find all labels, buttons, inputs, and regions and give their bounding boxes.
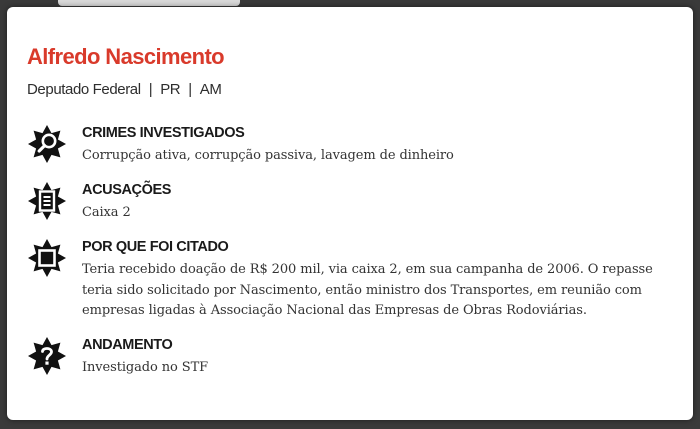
section-title: ACUSAÇÕES (82, 182, 172, 198)
party-label: AM (199, 81, 222, 98)
background-panel-edge (58, 0, 240, 6)
square-icon (27, 238, 67, 278)
state-label: PR (160, 81, 181, 98)
document-icon (27, 181, 67, 221)
section-title: POR QUE FOI CITADO (82, 239, 229, 255)
section-title: CRIMES INVESTIGADOS (82, 125, 245, 141)
section-body: Investigado no STF (82, 360, 209, 375)
section-por-que-foi-citado (27, 238, 677, 326)
section-body: Corrupção ativa, corrupção passiva, lavagem de dinheiro (82, 148, 454, 163)
section-title: ANDAMENTO (82, 337, 173, 353)
politician-meta (27, 81, 221, 99)
meta-separator: | (148, 81, 153, 98)
meta-separator: | (188, 81, 192, 98)
magnifier-icon (27, 124, 67, 164)
role-label: Deputado Federal (27, 81, 141, 98)
section-acusacoes (27, 181, 677, 225)
section-crimes (27, 124, 677, 168)
politician-card (7, 7, 693, 420)
politician-name: Alfredo Nascimento (27, 44, 225, 69)
question-mark-icon (27, 336, 67, 376)
section-andamento (27, 336, 677, 380)
section-body: Caixa 2 (82, 205, 131, 220)
section-body: Teria recebido doação de R$ 200 mil, via caixa 2, em sua campanha de 2006. O repasse teria sido solicitado por Nascimento, então ministro dos Transportes, em reunião com empresas ligadas à Associação Nacional das Empresas de Obras Rodoviárias. (82, 262, 653, 318)
